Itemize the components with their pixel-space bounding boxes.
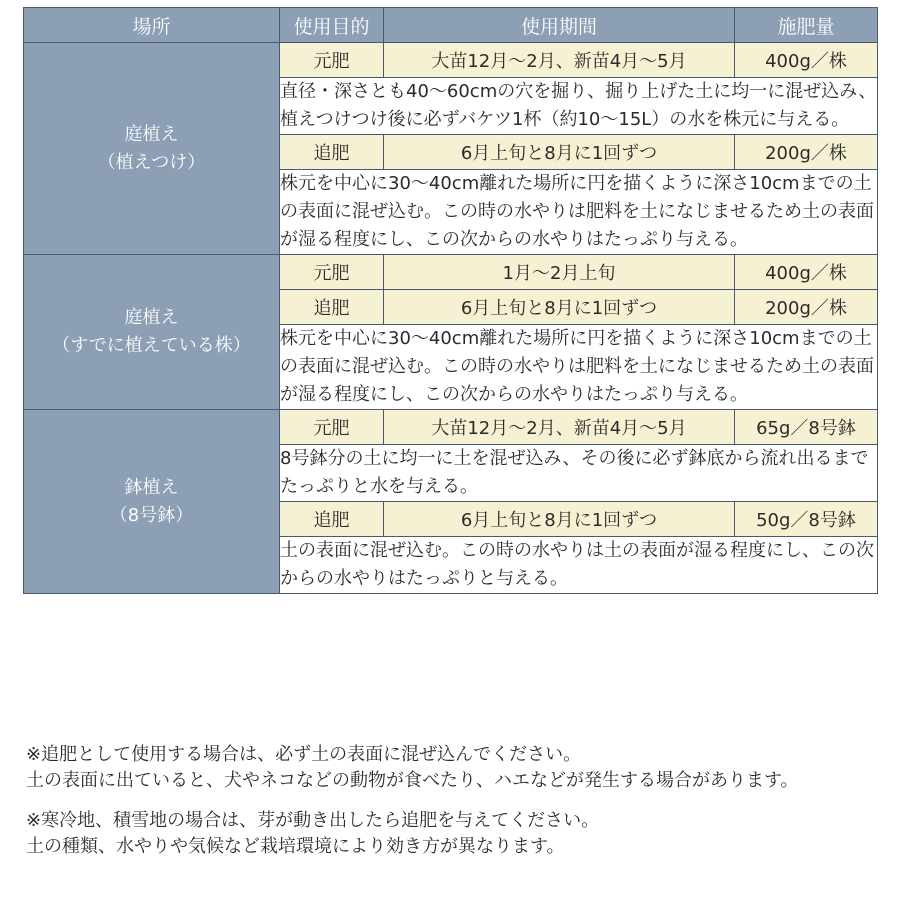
period-cell: 6月上旬と8月に1回ずつ [384, 135, 735, 170]
header-period: 使用期間 [384, 8, 735, 43]
place-label: 庭植え [124, 123, 179, 145]
note-cell: 株元を中心に30～40cm離れた場所に円を描くように深さ10cmまでの土の表面に混ぜ込む。この時の水やりは肥料を土になじませるため土の表面が湿る程度にし、この次からの水やりはたっぷり与える。 [280, 325, 878, 410]
footnote-line: ※寒冷地、積雪地の場合は、芽が動き出したら追肥を与えてください。 [26, 810, 600, 831]
amount-cell: 400g／株 [735, 43, 878, 78]
place-label: 鉢植え [124, 476, 179, 498]
header-purpose: 使用目的 [280, 8, 384, 43]
note-cell: 直径・深さとも40～60cmの穴を掘り、掘り上げた土に均一に混ぜ込み、植えつけつけ後に必ずバケツ1杯（約10～15L）の水を株元に与える。 [280, 78, 878, 135]
purpose-cell: 追肥 [280, 502, 384, 537]
footnote-line: 土の種類、水やりや気候など栽培環境により効き方が異なります。 [26, 836, 565, 857]
place-sublabel: （すでに植えている株） [52, 335, 251, 356]
period-cell: 大苗12月～2月、新苗4月～5月 [384, 410, 735, 445]
note-cell: 土の表面に混ぜ込む。この時の水やりは土の表面が湿る程度にし、この次からの水やりはたっぷりと与える。 [280, 537, 878, 594]
place-cell-garden-existing [24, 255, 280, 410]
note-cell: 8号鉢分の土に均一に土を混ぜ込み、その後に必ず鉢底から流れ出るまでたっぷりと水を与える。 [280, 445, 878, 502]
footnote-line: 土の表面に出ていると、犬やネコなどの動物が食べたり、ハエなどが発生する場合があります。 [26, 770, 799, 791]
period-cell: 大苗12月～2月、新苗4月～5月 [384, 43, 735, 78]
period-cell: 6月上旬と8月に1回ずつ [384, 502, 735, 537]
table-row [24, 255, 878, 290]
table-header-row [24, 8, 878, 43]
purpose-cell: 元肥 [280, 410, 384, 445]
footnote-line: ※追肥として使用する場合は、必ず土の表面に混ぜ込んでください。 [26, 744, 582, 765]
place-label: 庭植え [124, 307, 179, 328]
purpose-cell: 元肥 [280, 255, 384, 290]
note-cell: 株元を中心に30～40cm離れた場所に円を描くように深さ10cmまでの土の表面に混ぜ込む。この時の水やりは肥料を土になじませるため土の表面が湿る程度にし、この次からの水やりはたっぷり与える。 [280, 170, 878, 255]
place-sublabel: （8号鉢） [109, 504, 194, 526]
place-cell-garden-planting [24, 43, 280, 255]
purpose-cell: 追肥 [280, 135, 384, 170]
amount-cell: 200g／株 [735, 290, 878, 325]
table-row [24, 410, 878, 445]
period-cell: 6月上旬と8月に1回ずつ [384, 290, 735, 325]
header-place: 場所 [24, 8, 280, 43]
footnotes [26, 742, 886, 860]
header-amount: 施肥量 [735, 8, 878, 43]
table-row [24, 43, 878, 78]
period-cell: 1月～2月上旬 [384, 255, 735, 290]
fertilizer-table [23, 7, 878, 594]
amount-cell: 65g／8号鉢 [735, 410, 878, 445]
purpose-cell: 追肥 [280, 290, 384, 325]
purpose-cell: 元肥 [280, 43, 384, 78]
amount-cell: 50g／8号鉢 [735, 502, 878, 537]
place-cell-pot [24, 410, 280, 594]
amount-cell: 400g／株 [735, 255, 878, 290]
footnote-spacer [26, 794, 886, 808]
amount-cell: 200g／株 [735, 135, 878, 170]
place-sublabel: （植えつけ） [97, 151, 206, 173]
